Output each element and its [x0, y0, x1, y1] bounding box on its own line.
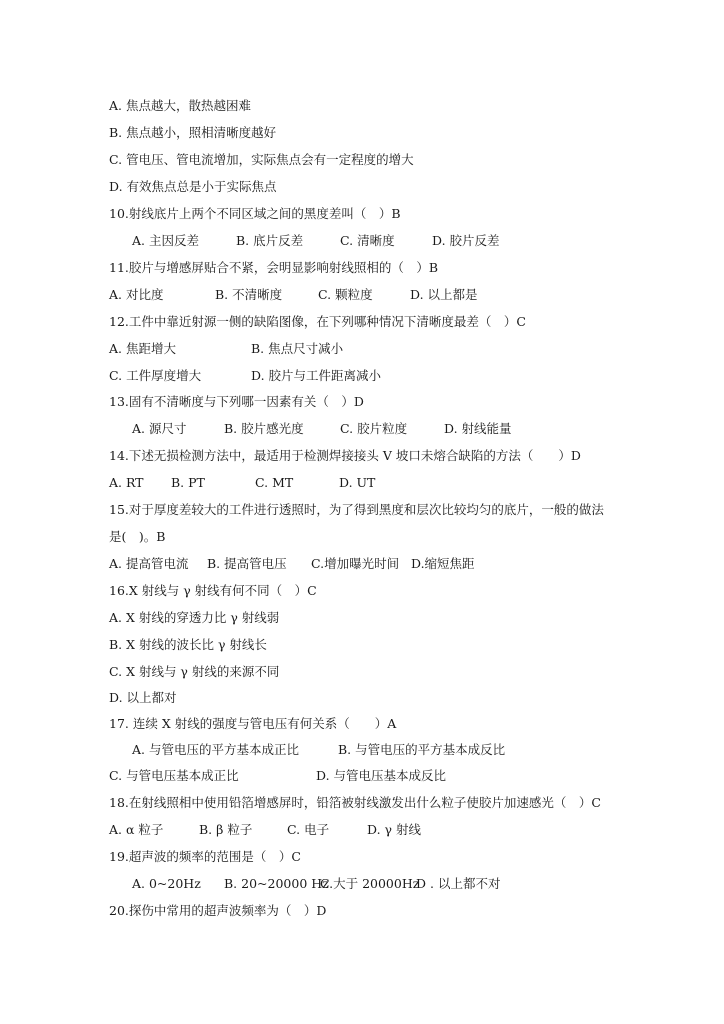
- option-line: A. X 射线的穿透力比 γ 射线弱: [109, 610, 280, 625]
- options-row: A. 主因反差 B. 底片反差 C. 清晰度 D. 胶片反差: [132, 233, 500, 248]
- option-line: C. 管电压、管电流增加，实际焦点会有一定程度的增大: [109, 152, 414, 167]
- options-row: A. 0~20Hz B. 20~20000 Hz C.大于 20000Hz D . 以上都不对: [132, 876, 501, 891]
- option-line: D. 有效焦点总是小于实际焦点: [109, 179, 277, 194]
- options-row: A. RT B. PT C. MT D. UT: [109, 475, 376, 490]
- question-13: 13.固有不清晰度与下列哪一因素有关（ ）D: [109, 394, 364, 409]
- options-row: C. 与管电压基本成正比 D. 与管电压基本成反比: [109, 768, 447, 783]
- option-line: A. 焦点越大，散热越困难: [109, 98, 251, 113]
- question-16: 16.X 射线与 γ 射线有何不同（ ）C: [109, 583, 317, 598]
- question-15: 15.对于厚度差较大的工件进行透照时，为了得到黑度和层次比较均匀的底片，一般的做法: [109, 502, 604, 517]
- question-20: 20.探伤中常用的超声波频率为（ ）D: [109, 903, 327, 918]
- question-10: 10.射线底片上两个不同区域之间的黑度差叫（ ）B: [109, 206, 401, 221]
- question-11: 11.胶片与增感屏贴合不紧，会明显影响射线照相的（ ）B: [109, 260, 439, 275]
- question-12: 12.工件中靠近射源一侧的缺陷图像，在下列哪种情况下清晰度最差（ ）C: [109, 314, 526, 329]
- options-row: A. 与管电压的平方基本成正比 B. 与管电压的平方基本成反比: [132, 742, 506, 757]
- question-14: 14.下述无损检测方法中，最适用于检测焊接接头 V 坡口未熔合缺陷的方法（ ）D: [109, 448, 581, 463]
- question-17: 17. 连续 X 射线的强度与管电压有何关系（ ）A: [109, 716, 397, 731]
- options-row: A. 焦距增大 B. 焦点尺寸减小: [109, 341, 344, 356]
- question-15-cont: 是( )。B: [109, 529, 166, 544]
- option-line: B. 焦点越小，照相清晰度越好: [109, 125, 277, 140]
- options-row: A. 源尺寸 B. 胶片感光度 C. 胶片粒度 D. 射线能量: [132, 421, 512, 436]
- option-line: D. 以上都对: [109, 690, 177, 705]
- options-row: A. 对比度 B. 不清晰度 C. 颗粒度 D. 以上都是: [109, 287, 478, 302]
- option-line: B. X 射线的波长比 γ 射线长: [109, 637, 267, 652]
- option-line: C. X 射线与 γ 射线的来源不同: [109, 664, 280, 679]
- options-row: A. 提高管电流 B. 提高管电压 C.增加曝光时间 D.缩短焦距: [109, 556, 475, 571]
- options-row: A. α 粒子 B. β 粒子 C. 电子 D. γ 射线: [109, 822, 421, 837]
- question-19: 19.超声波的频率的范围是（ ）C: [109, 849, 301, 864]
- question-18: 18.在射线照相中使用铅箔增感屏时，铅箔被射线激发出什么粒子使胶片加速感光（ ）C: [109, 795, 601, 810]
- options-row: C. 工件厚度增大 D. 胶片与工件距离减小: [109, 368, 382, 383]
